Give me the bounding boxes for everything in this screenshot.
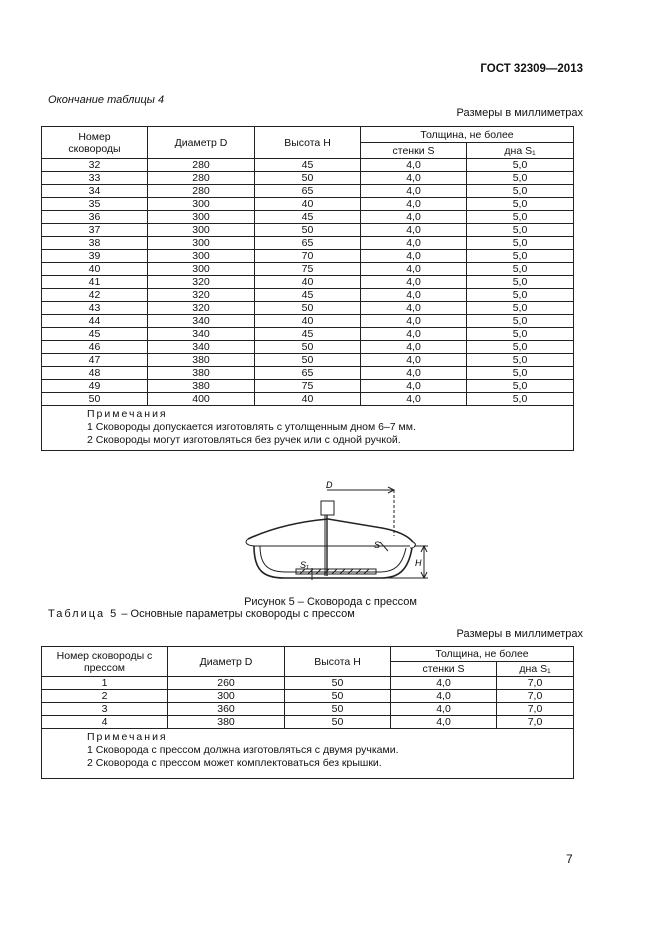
table4-row bbox=[42, 393, 574, 406]
table4-number-cell: 49 bbox=[42, 380, 148, 393]
table5-header-bottom: дна S₁ bbox=[497, 662, 574, 677]
table4-height-cell: 75 bbox=[255, 380, 361, 393]
table4-bottom-cell: 5,0 bbox=[467, 289, 574, 302]
table4-wall-cell: 4,0 bbox=[361, 354, 467, 367]
table4-diameter-cell: 380 bbox=[148, 380, 255, 393]
table4-row bbox=[42, 172, 574, 185]
table4-height-cell: 40 bbox=[255, 276, 361, 289]
table5-height-cell: 50 bbox=[285, 690, 391, 703]
table4-number-cell: 40 bbox=[42, 263, 148, 276]
table4-wall-cell: 4,0 bbox=[361, 393, 467, 406]
table4-height-cell: 75 bbox=[255, 263, 361, 276]
figure-label-d: D bbox=[326, 480, 333, 490]
table4-diameter-cell: 400 bbox=[148, 393, 255, 406]
table4-notes bbox=[42, 406, 574, 451]
table4-bottom-cell: 5,0 bbox=[467, 302, 574, 315]
table4-bottom-cell: 5,0 bbox=[467, 159, 574, 172]
table4-height-cell: 50 bbox=[255, 341, 361, 354]
table4-height-cell: 40 bbox=[255, 393, 361, 406]
table4-body bbox=[42, 159, 574, 406]
figure-pan-with-press bbox=[236, 476, 436, 594]
table4-header-height: Высота H bbox=[255, 127, 361, 159]
table5-title-label: Таблица 5 bbox=[48, 608, 119, 620]
table4-number-cell: 41 bbox=[42, 276, 148, 289]
table5-note-1: 1 Сковорода с прессом должна изготовляться с двумя ручками. bbox=[87, 744, 399, 756]
table5-number-cell: 1 bbox=[42, 677, 168, 690]
figure-label-s: S bbox=[374, 540, 381, 550]
standard-code: ГОСТ 32309—2013 bbox=[480, 63, 583, 75]
table4-height-cell: 50 bbox=[255, 354, 361, 367]
table5-wall-cell: 4,0 bbox=[391, 716, 497, 729]
table5-header-thickness: Толщина, не более bbox=[391, 647, 574, 662]
page-number: 7 bbox=[566, 852, 573, 866]
table4-number-cell: 32 bbox=[42, 159, 148, 172]
table4-number-cell: 38 bbox=[42, 237, 148, 250]
table4-diameter-cell: 320 bbox=[148, 302, 255, 315]
table4-number-cell: 33 bbox=[42, 172, 148, 185]
table4-row bbox=[42, 198, 574, 211]
table5-header-wall: стенки S bbox=[391, 662, 497, 677]
table4-bottom-cell: 5,0 bbox=[467, 328, 574, 341]
figure-label-h: H bbox=[415, 558, 422, 568]
table4-diameter-cell: 300 bbox=[148, 224, 255, 237]
table4-number-cell: 43 bbox=[42, 302, 148, 315]
table5-number-cell: 2 bbox=[42, 690, 168, 703]
table4-number-cell: 45 bbox=[42, 328, 148, 341]
table5-title-text: – Основные параметры сковороды с прессом bbox=[121, 608, 355, 620]
table4-diameter-cell: 380 bbox=[148, 354, 255, 367]
table4-header-number: Номер сковороды bbox=[42, 127, 148, 159]
table4-height-cell: 50 bbox=[255, 172, 361, 185]
table4-bottom-cell: 5,0 bbox=[467, 315, 574, 328]
table4-height-cell: 50 bbox=[255, 302, 361, 315]
table4-wall-cell: 4,0 bbox=[361, 237, 467, 250]
table4-number-cell: 48 bbox=[42, 367, 148, 380]
figure-caption: Рисунок 5 – Сковорода с прессом bbox=[244, 596, 417, 608]
table5-notes-title: Примечания bbox=[87, 731, 168, 743]
table4-wall-cell: 4,0 bbox=[361, 328, 467, 341]
table4-wall-cell: 4,0 bbox=[361, 185, 467, 198]
table4-wall-cell: 4,0 bbox=[361, 211, 467, 224]
table4-row bbox=[42, 185, 574, 198]
table5-diameter-cell: 260 bbox=[168, 677, 285, 690]
table4-wall-cell: 4,0 bbox=[361, 198, 467, 211]
table5-row bbox=[42, 703, 574, 716]
table4-bottom-cell: 5,0 bbox=[467, 172, 574, 185]
table4-wall-cell: 4,0 bbox=[361, 302, 467, 315]
table4-height-cell: 65 bbox=[255, 185, 361, 198]
table4-row bbox=[42, 237, 574, 250]
table5-header-number: Номер сковороды с прессом bbox=[42, 647, 168, 677]
table4-diameter-cell: 340 bbox=[148, 315, 255, 328]
table5-header-diameter: Диаметр D bbox=[168, 647, 285, 677]
table4-header-thickness: Толщина, не более bbox=[361, 127, 574, 143]
table4-bottom-cell: 5,0 bbox=[467, 393, 574, 406]
table5-row bbox=[42, 716, 574, 729]
table5-header-height: Высота H bbox=[285, 647, 391, 677]
figure-label-s1: S₁ bbox=[300, 560, 309, 570]
table5-height-cell: 50 bbox=[285, 703, 391, 716]
table4-row bbox=[42, 367, 574, 380]
table4-diameter-cell: 320 bbox=[148, 276, 255, 289]
table4-diameter-cell: 300 bbox=[148, 250, 255, 263]
table4-row bbox=[42, 302, 574, 315]
table4-bottom-cell: 5,0 bbox=[467, 354, 574, 367]
table4-bottom-cell: 5,0 bbox=[467, 185, 574, 198]
table4-wall-cell: 4,0 bbox=[361, 159, 467, 172]
table4-row bbox=[42, 250, 574, 263]
table5-bottom-cell: 7,0 bbox=[497, 677, 574, 690]
table5-wall-cell: 4,0 bbox=[391, 703, 497, 716]
table5-number-cell: 4 bbox=[42, 716, 168, 729]
table5-wall-cell: 4,0 bbox=[391, 677, 497, 690]
table5-note-2: 2 Сковорода с прессом может комплектоваться без крышки. bbox=[87, 757, 382, 769]
table4-diameter-cell: 280 bbox=[148, 185, 255, 198]
table4-number-cell: 37 bbox=[42, 224, 148, 237]
table4-wall-cell: 4,0 bbox=[361, 367, 467, 380]
table4-number-cell: 44 bbox=[42, 315, 148, 328]
table4-wall-cell: 4,0 bbox=[361, 250, 467, 263]
table4-bottom-cell: 5,0 bbox=[467, 341, 574, 354]
table5-body bbox=[42, 677, 574, 729]
table4-row bbox=[42, 211, 574, 224]
table5-diameter-cell: 360 bbox=[168, 703, 285, 716]
table4-diameter-cell: 300 bbox=[148, 211, 255, 224]
table4-diameter-cell: 300 bbox=[148, 263, 255, 276]
table5-row bbox=[42, 690, 574, 703]
table4-continuation-title: Окончание таблицы 4 bbox=[48, 94, 165, 106]
table4-wall-cell: 4,0 bbox=[361, 172, 467, 185]
table4-notes-title: Примечания bbox=[87, 408, 168, 420]
table4-bottom-cell: 5,0 bbox=[467, 224, 574, 237]
table4-wall-cell: 4,0 bbox=[361, 289, 467, 302]
table5-title bbox=[48, 608, 355, 620]
table5-row bbox=[42, 677, 574, 690]
table5-notes bbox=[42, 729, 574, 779]
table4-diameter-cell: 300 bbox=[148, 198, 255, 211]
table5-wall-cell: 4,0 bbox=[391, 690, 497, 703]
table4-note-1: 1 Сковороды допускается изготовлять с утолщенным дном 6–7 мм. bbox=[87, 421, 416, 433]
table4-header-bottom: дна S₁ bbox=[467, 143, 574, 159]
table4-number-cell: 47 bbox=[42, 354, 148, 367]
table5-units: Размеры в миллиметрах bbox=[456, 628, 583, 640]
table4-number-cell: 46 bbox=[42, 341, 148, 354]
table4-row bbox=[42, 341, 574, 354]
table4-number-cell: 35 bbox=[42, 198, 148, 211]
table5-bottom-cell: 7,0 bbox=[497, 716, 574, 729]
table5-diameter-cell: 380 bbox=[168, 716, 285, 729]
table4 bbox=[41, 126, 574, 451]
table4-bottom-cell: 5,0 bbox=[467, 380, 574, 393]
table4-wall-cell: 4,0 bbox=[361, 276, 467, 289]
table4-row bbox=[42, 354, 574, 367]
table4-bottom-cell: 5,0 bbox=[467, 237, 574, 250]
table4-height-cell: 40 bbox=[255, 198, 361, 211]
table4-height-cell: 40 bbox=[255, 315, 361, 328]
table4-wall-cell: 4,0 bbox=[361, 341, 467, 354]
table4-units: Размеры в миллиметрах bbox=[456, 107, 583, 119]
table4-diameter-cell: 280 bbox=[148, 159, 255, 172]
table4-height-cell: 50 bbox=[255, 224, 361, 237]
table4-row bbox=[42, 289, 574, 302]
table4-wall-cell: 4,0 bbox=[361, 224, 467, 237]
table4-row bbox=[42, 315, 574, 328]
table5-bottom-cell: 7,0 bbox=[497, 690, 574, 703]
table4-row bbox=[42, 224, 574, 237]
table4-height-cell: 45 bbox=[255, 159, 361, 172]
table4-diameter-cell: 320 bbox=[148, 289, 255, 302]
table4-diameter-cell: 300 bbox=[148, 237, 255, 250]
table4-height-cell: 45 bbox=[255, 328, 361, 341]
table4-number-cell: 36 bbox=[42, 211, 148, 224]
table4-wall-cell: 4,0 bbox=[361, 380, 467, 393]
table4-row bbox=[42, 159, 574, 172]
table4-height-cell: 65 bbox=[255, 237, 361, 250]
table5-number-cell: 3 bbox=[42, 703, 168, 716]
table4-bottom-cell: 5,0 bbox=[467, 250, 574, 263]
table4-wall-cell: 4,0 bbox=[361, 315, 467, 328]
table4-bottom-cell: 5,0 bbox=[467, 198, 574, 211]
table4-height-cell: 45 bbox=[255, 211, 361, 224]
table4-bottom-cell: 5,0 bbox=[467, 367, 574, 380]
table4-diameter-cell: 380 bbox=[148, 367, 255, 380]
table4-bottom-cell: 5,0 bbox=[467, 263, 574, 276]
table5-bottom-cell: 7,0 bbox=[497, 703, 574, 716]
table4-row bbox=[42, 263, 574, 276]
table4-number-cell: 42 bbox=[42, 289, 148, 302]
table4-bottom-cell: 5,0 bbox=[467, 211, 574, 224]
table4-note-2: 2 Сковороды могут изготовляться без ручек или с одной ручкой. bbox=[87, 434, 401, 446]
table4-header-diameter: Диаметр D bbox=[148, 127, 255, 159]
table4-height-cell: 45 bbox=[255, 289, 361, 302]
table4-number-cell: 34 bbox=[42, 185, 148, 198]
table4-header-wall: стенки S bbox=[361, 143, 467, 159]
table5-height-cell: 50 bbox=[285, 716, 391, 729]
table4-number-cell: 50 bbox=[42, 393, 148, 406]
table4-bottom-cell: 5,0 bbox=[467, 276, 574, 289]
table4-row bbox=[42, 328, 574, 341]
table5-diameter-cell: 300 bbox=[168, 690, 285, 703]
table4-wall-cell: 4,0 bbox=[361, 263, 467, 276]
table4-height-cell: 70 bbox=[255, 250, 361, 263]
table4-diameter-cell: 280 bbox=[148, 172, 255, 185]
table4-diameter-cell: 340 bbox=[148, 328, 255, 341]
table5-height-cell: 50 bbox=[285, 677, 391, 690]
table4-number-cell: 39 bbox=[42, 250, 148, 263]
table4-row bbox=[42, 380, 574, 393]
table5 bbox=[41, 646, 574, 779]
table4-diameter-cell: 340 bbox=[148, 341, 255, 354]
table4-height-cell: 65 bbox=[255, 367, 361, 380]
table4-row bbox=[42, 276, 574, 289]
